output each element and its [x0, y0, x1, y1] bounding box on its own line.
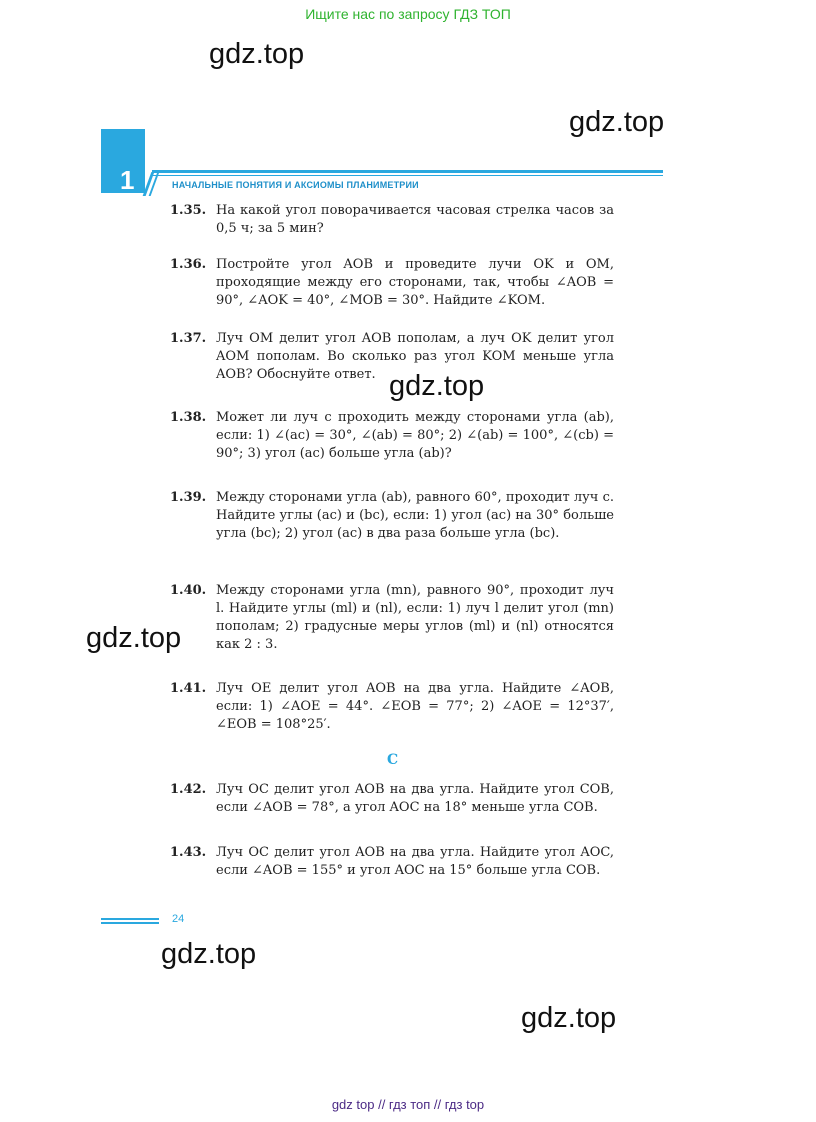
section-mark: C — [387, 752, 399, 768]
problem-text: Может ли луч c проходить между сторонами угла (ab), если: 1) ∠(ac) = 30°, ∠(ab) = 80°; 2) ∠(ab) = 100°, ∠(cb) = 90°; 3) угол (ac) больше угла (ab)? — [216, 410, 614, 461]
problem-text: Между сторонами угла (mn), равного 90°, проходит луч l. Найдите углы (ml) и (nl), если: 1) луч l делит угол (mn) пополам; 2) градусные меры углов (ml) и (nl) относятся как 2 : 3. — [216, 583, 614, 652]
problem-number: 1.40. — [170, 583, 207, 598]
problem-number: 1.42. — [170, 782, 207, 797]
problem-item — [170, 489, 614, 543]
problem-text: На какой угол поворачивается часовая стрелка часов за 0,5 ч; за 5 мин? — [216, 203, 614, 236]
problem-number: 1.41. — [170, 681, 207, 696]
page-number: 24 — [172, 913, 185, 925]
problem-item — [170, 202, 614, 238]
problem-item — [170, 409, 614, 463]
problem-text: Луч OC делит угол AOB на два угла. Найдите угол COB, если ∠AOB = 78°, а угол AOC на 18° меньше угла COB. — [216, 782, 614, 815]
problem-item — [170, 582, 614, 654]
footer-rule — [101, 918, 159, 920]
problem-text: Между сторонами угла (ab), равного 60°, проходит луч c. Найдите углы (ac) и (bc), если: 1) угол (ac) на 30° больше угла (bc); 2) угол (ac) в два раза больше угла (bc). — [216, 490, 614, 541]
problem-item — [170, 256, 614, 310]
watermark: gdz.top — [521, 1002, 617, 1034]
problem-item — [170, 330, 614, 384]
bottom-banner-links[interactable]: gdz top // гдз топ // гдз top — [331, 1097, 485, 1112]
problem-text: Луч OM делит угол AOB пополам, а луч OK делит угол AOM пополам. Во сколько раз угол KOM меньше угла AOB? Обоснуйте ответ. — [216, 331, 614, 382]
problem-text: Луч OE делит угол AOB на два угла. Найдите ∠AOB, если: 1) ∠AOE = 44°. ∠EOB = 77°; 2) ∠AOE = 12°37′, ∠EOB = 108°25′. — [216, 681, 614, 732]
problem-text: Луч OC делит угол AOB на два угла. Найдите угол AOC, если ∠AOB = 155° и угол AOC на 15° больше угла COB. — [216, 845, 614, 878]
watermark: gdz.top — [209, 38, 305, 70]
problem-number: 1.37. — [170, 331, 207, 346]
problem-item — [170, 781, 614, 817]
problem-item — [170, 680, 614, 734]
watermark: gdz.top — [389, 370, 485, 402]
chapter-title: НАЧАЛЬНЫЕ ПОНЯТИЯ И АКСИОМЫ ПЛАНИМЕТРИИ — [172, 180, 419, 190]
problem-text: Постройте угол AOB и проведите лучи OK и OM, проходящие между его сторонами, так, чтобы ∠AOB = 90°, ∠AOK = 40°, ∠MOB = 30°. Найдите ∠KOM. — [216, 257, 614, 308]
problem-number: 1.43. — [170, 845, 207, 860]
header-rule — [152, 170, 663, 173]
problem-number: 1.35. — [170, 203, 207, 218]
problem-item — [170, 844, 614, 880]
watermark: gdz.top — [161, 938, 257, 970]
watermark: gdz.top — [86, 622, 182, 654]
chapter-number: 1 — [120, 165, 135, 195]
watermark: gdz.top — [569, 106, 665, 138]
problem-number: 1.36. — [170, 257, 207, 272]
header-rule — [152, 175, 663, 176]
problem-number: 1.38. — [170, 410, 207, 425]
top-banner-link[interactable]: Ищите нас по запросу ГДЗ ТОП — [305, 6, 511, 22]
problem-number: 1.39. — [170, 490, 207, 505]
footer-rule — [101, 922, 159, 924]
